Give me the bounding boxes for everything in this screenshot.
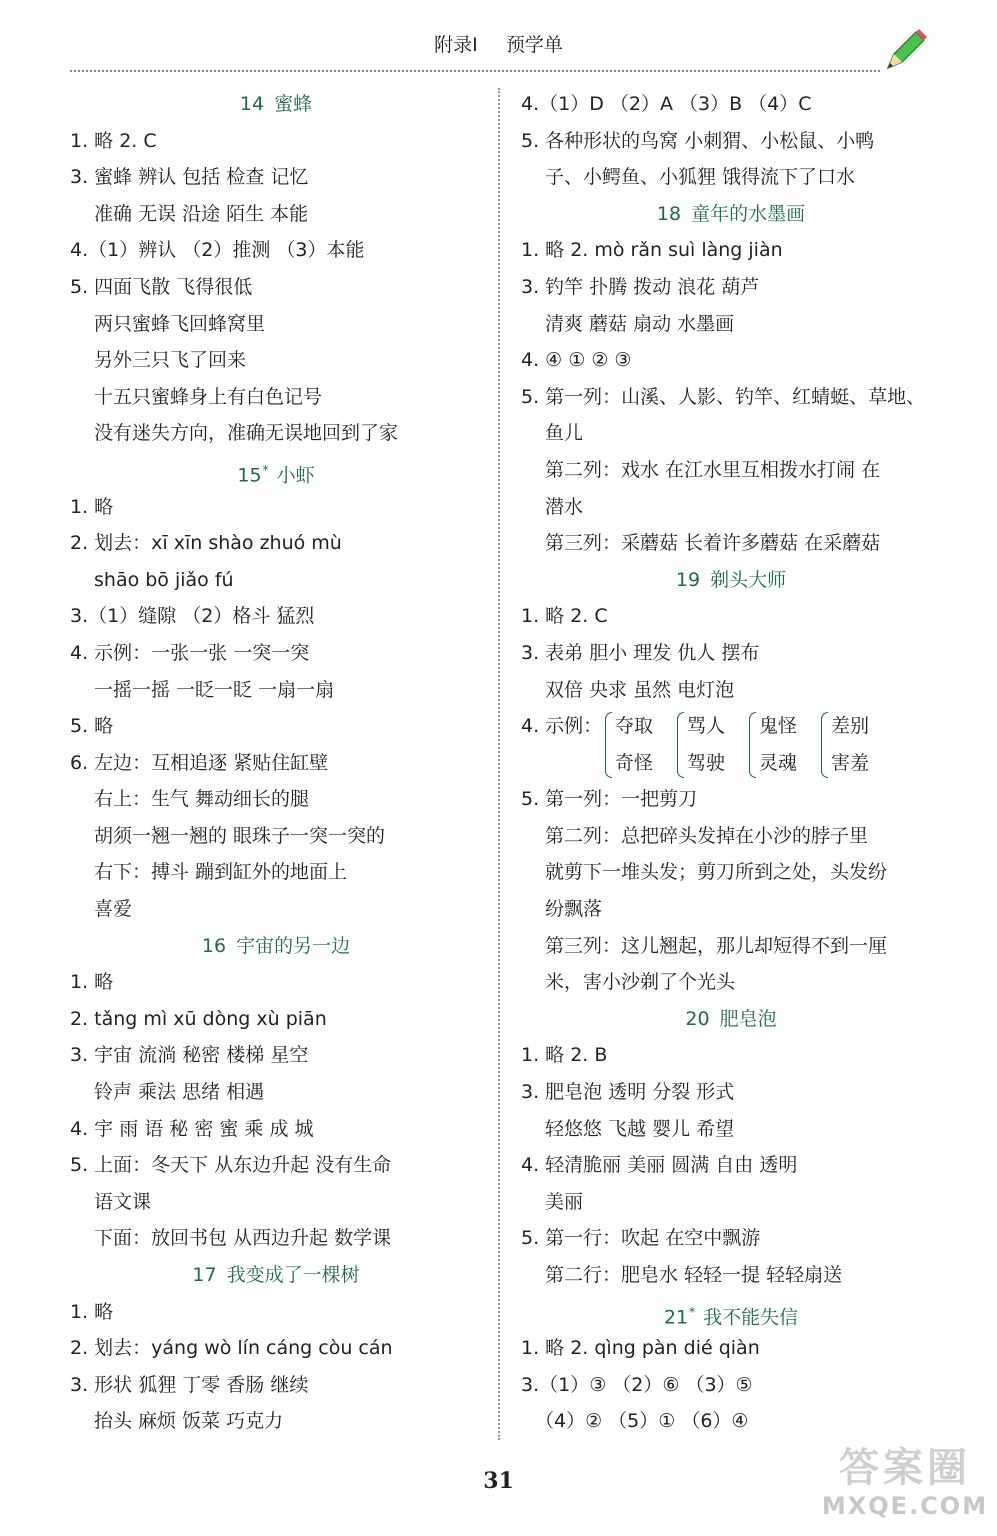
answer-line: 4. 宇 雨 语 秘 密 蜜 乘 成 城 <box>70 1117 314 1140</box>
answer-line: 3. 形状 狐狸 丁零 香肠 继续 <box>70 1373 309 1396</box>
page-header <box>0 30 997 57</box>
section-title: 15* 小虾 <box>237 462 315 487</box>
answer-line: 第三列：采蘑菇 长着许多蘑菇 在采蘑菇 <box>545 532 881 555</box>
example-group: 4. 示例： 夺取 奇怪 骂人 驾驶 鬼怪 灵魂 差别 害羞 <box>521 708 941 781</box>
column-divider <box>498 88 500 1440</box>
answer-line: 3.（1）③ （2）⑥ （3）⑤ <box>521 1373 753 1396</box>
answer-line: 5. 上面：冬天下 从东边升起 没有生命 <box>70 1154 392 1177</box>
brace-icon <box>677 712 684 778</box>
answer-line: 就剪下一堆头发；剪刀所到之处，头发纷 <box>545 861 888 884</box>
answer-line: 1. 略 2. mò rǎn suì làng jiàn <box>521 239 783 262</box>
answer-line: 1. 略 <box>70 495 114 518</box>
watermark-logo: 答案圈 <box>839 1445 971 1491</box>
answer-line: 第二列：总把碎头发掉在小沙的脖子里 <box>545 824 869 847</box>
header-title: 预学单 <box>505 34 563 56</box>
left-column <box>70 86 482 1440</box>
answer-line: 十五只蜜蜂身上有白色记号 <box>94 385 323 408</box>
watermark <box>820 1436 990 1531</box>
answer-line: 铃声 乘法 思绪 相遇 <box>94 1081 265 1104</box>
answer-line: 美丽 <box>545 1190 584 1213</box>
answer-line: 另外三只飞了回来 <box>94 349 247 372</box>
answer-line: 4.（1）辨认 （2）推测 （3）本能 <box>70 239 365 262</box>
answer-line: 双倍 央求 虽然 电灯泡 <box>545 678 735 701</box>
answer-line: 1. 略 <box>70 1300 114 1323</box>
answer-line: 4. 示例：一张一张 一突一突 <box>70 641 310 664</box>
answer-line: 5. 各种形状的鸟窝 小刺猬、小松鼠、小鸭 <box>521 129 875 152</box>
answer-line: 没有迷失方向，准确无误地回到了家 <box>94 422 399 445</box>
answer-line: 轻悠悠 飞越 婴儿 希望 <box>545 1117 735 1140</box>
answer-line: 潜水 <box>545 495 584 518</box>
header-divider <box>70 70 880 72</box>
answer-line: 喜爱 <box>94 898 133 921</box>
watermark-url: MXQE.COM <box>821 1492 989 1520</box>
example-label: 4. 示例： <box>521 715 603 738</box>
brace-icon <box>605 712 612 778</box>
answer-line: 5. 第一行：吹起 在空中飘游 <box>521 1227 761 1250</box>
answer-line: 1. 略 <box>70 971 114 994</box>
answer-line: 子、小鳄鱼、小狐狸 饿得流下了口水 <box>545 166 856 189</box>
answer-line: 纷飘落 <box>545 898 603 921</box>
section-title: 18 童年的水墨画 <box>656 202 806 225</box>
answer-line: 第二列：戏水 在江水里互相拨水打闹 在 <box>545 458 881 481</box>
answer-line: 3. 肥皂泡 透明 分裂 形式 <box>521 1081 735 1104</box>
section-title: 20 肥皂泡 <box>685 1007 777 1030</box>
answer-line: 右下：搏斗 蹦到缸外的地面上 <box>94 861 348 884</box>
answer-line: 3. 蜜蜂 辨认 包括 检查 记忆 <box>70 166 309 189</box>
answer-line: 5. 略 <box>70 715 114 738</box>
answer-line: 1. 略 2. C <box>70 129 157 152</box>
section-title: 17 我变成了一棵树 <box>192 1264 360 1286</box>
answer-line: 两只蜜蜂飞回蜂窝里 <box>94 312 266 335</box>
answer-line: 1. 略 2. B <box>521 1044 608 1067</box>
answer-line: 5. 第一列：山溪、人影、钓竿、红蜻蜓、草地、 <box>521 385 926 408</box>
answer-line: 5. 第一列：一把剪刀 <box>521 788 698 811</box>
answer-line: 一摇一摇 一眨一眨 一扇一扇 <box>94 678 335 701</box>
right-column <box>521 86 941 1440</box>
answer-line: 1. 略 2. C <box>521 605 608 628</box>
answer-line: 清爽 蘑菇 扇动 水墨画 <box>545 312 735 335</box>
answer-line: （4）② （5）① （6）④ <box>535 1410 749 1433</box>
answer-line: 2. tǎng mì xū dòng xù piān <box>70 1007 327 1030</box>
section-title: 19 剃头大师 <box>675 568 787 591</box>
answer-line: shāo bō jiǎo fú <box>94 568 234 591</box>
answer-line: 6. 左边：互相追逐 紧贴住缸壁 <box>70 751 329 774</box>
answer-line: 右上：生气 舞动细长的腿 <box>94 788 310 811</box>
answer-line: 第三列：这儿翘起，那儿却短得不到一厘 <box>545 934 888 957</box>
section-title: 16 宇宙的另一边 <box>201 934 351 957</box>
answer-line: 准确 无误 沿途 陌生 本能 <box>94 202 309 225</box>
pencil-icon <box>880 28 930 76</box>
header-section: 附录Ⅰ <box>434 34 478 56</box>
answer-line: 鱼儿 <box>545 422 584 445</box>
answer-line: 4.（1）D （2）A （3）B （4）C <box>521 93 812 115</box>
answer-line: 3. 宇宙 流淌 秘密 楼梯 星空 <box>70 1044 309 1067</box>
answer-line: 4. 轻清脆丽 美丽 圆满 自由 透明 <box>521 1154 798 1177</box>
answer-line: 抬头 麻烦 饭菜 巧克力 <box>94 1410 284 1433</box>
page-number: 31 <box>483 1468 514 1494</box>
answer-line: 5. 四面飞散 飞得很低 <box>70 275 253 298</box>
answer-line: 3. 表弟 胆小 理发 仇人 摆布 <box>521 641 760 664</box>
answer-line: 3.（1）缝隙 （2）格斗 猛烈 <box>70 605 315 628</box>
section-title: 14 蜜蜂 <box>239 93 313 115</box>
brace-icon <box>749 712 756 778</box>
answer-line: 1. 略 2. qìng pàn dié qiàn <box>521 1337 760 1360</box>
answer-line: 第二行：肥皂水 轻轻一提 轻轻扇送 <box>545 1264 843 1286</box>
answer-line: 2. 划去：xī xīn shào zhuó mù <box>70 532 342 555</box>
answer-line: 3. 钓竿 扑腾 拨动 浪花 葫芦 <box>521 275 760 298</box>
answer-line: 胡须一翘一翘的 眼珠子一突一突的 <box>94 824 386 847</box>
answer-line: 下面：放回书包 从西边升起 数学课 <box>94 1227 392 1250</box>
answer-line: 4. ④ ① ② ③ <box>521 349 632 372</box>
answer-line: 米，害小沙剃了个光头 <box>545 971 736 994</box>
answer-line: 2. 划去：yáng wò lín cáng còu cán <box>70 1337 393 1360</box>
answer-line: 语文课 <box>94 1190 152 1213</box>
brace-icon <box>821 712 828 778</box>
section-title: 21* 我不能失信 <box>663 1304 799 1328</box>
